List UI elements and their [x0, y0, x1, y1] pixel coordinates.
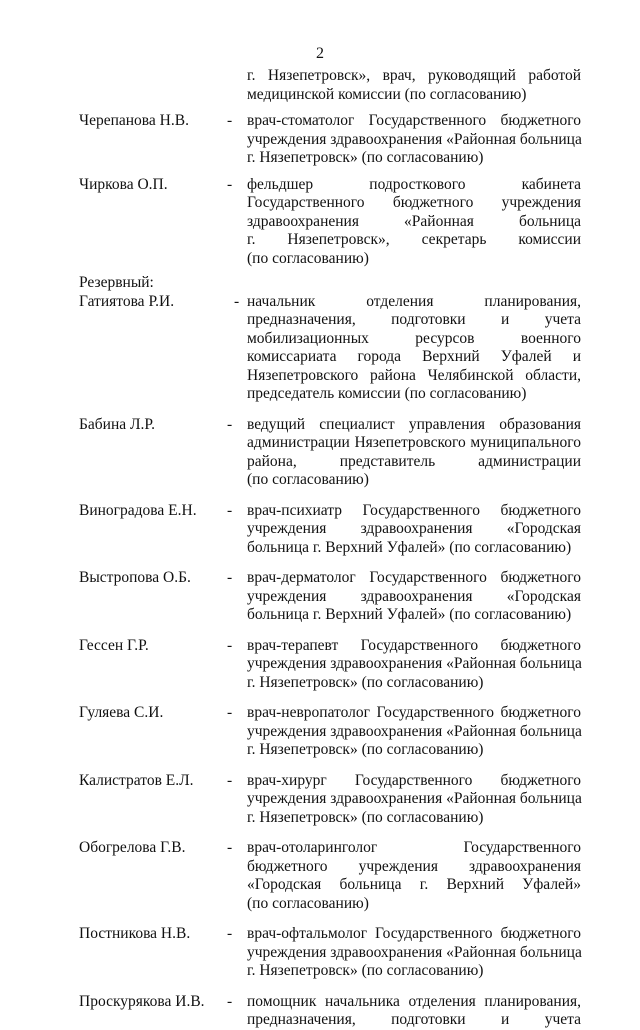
description-line: (по согласованию) — [247, 894, 369, 912]
member-entry — [0, 176, 640, 269]
entry-description — [247, 772, 581, 828]
entry-description — [247, 637, 581, 693]
reserve-entry — [0, 993, 640, 1030]
member-name: Виноградова Е.Н. — [79, 501, 197, 519]
description-line: «Городская больница г. Верхний Уфалей» — [247, 876, 581, 893]
member-name: Проскурякова И.В. — [79, 992, 205, 1010]
dash-separator: - — [227, 839, 233, 856]
entry-description — [247, 704, 581, 760]
description-line: предназначения, подготовки и учета — [247, 1011, 581, 1028]
entry-description — [247, 112, 581, 168]
dash-separator: - — [234, 292, 240, 310]
entry-description — [247, 502, 581, 558]
description-line: ведущий специалист управления образования — [247, 415, 581, 433]
dash-separator: - — [227, 771, 233, 789]
commission-list — [0, 67, 640, 1030]
description-line: фельдшер подросткового кабинета — [247, 175, 581, 193]
member-name: Выстропова О.Б. — [79, 569, 191, 586]
reserve-entry — [0, 293, 640, 404]
entry-description — [247, 993, 581, 1030]
description-line: учреждения здравоохранения «Районная больница — [247, 790, 582, 807]
continuation-entry — [0, 67, 640, 104]
description-line: Государственного бюджетного учреждения — [247, 194, 581, 211]
entry-description — [247, 925, 581, 981]
dash-separator: - — [227, 501, 233, 519]
description-line: врач-терапевт Государственного бюджетного — [247, 636, 581, 654]
description-line: врач-хирург Государственного бюджетного — [247, 771, 581, 789]
description-line: врач-психиатр Государственного бюджетного — [247, 501, 581, 519]
description-line: учреждения здравоохранения «Районная больница — [247, 722, 582, 740]
page-number: 2 — [316, 45, 324, 62]
entry-description — [247, 416, 581, 490]
reserve-entry — [0, 416, 640, 490]
reserve-entry — [0, 704, 640, 760]
member-name: Гатиятова Р.И. — [79, 292, 175, 310]
dash-separator: - — [227, 112, 233, 129]
member-name: Бабина Л.Р. — [79, 415, 155, 433]
description-line: комиссариата города Верхний Уфалей и — [247, 348, 581, 365]
description-line: больница г. Верхний Уфалей» (по согласованию) — [247, 606, 572, 623]
description-line: начальник отделения планирования, — [247, 292, 581, 310]
description-line: председатель комиссии (по согласованию) — [247, 385, 527, 402]
description-line: г. Нязепетровск» (по согласованию) — [247, 741, 484, 758]
description-line: врач-дерматолог Государственного бюджетного — [247, 569, 581, 586]
description-line: врач-стоматолог Государственного бюджетного — [247, 112, 581, 129]
dash-separator: - — [227, 925, 233, 942]
member-name: Калистратов Е.Л. — [79, 771, 194, 789]
description-line: мобилизационных ресурсов военного — [247, 329, 581, 347]
description-line: бюджетного учреждения здравоохранения — [247, 857, 581, 875]
description-line: г. Нязепетровск» (по согласованию) — [247, 149, 484, 166]
reserve-entry — [0, 569, 640, 625]
reserve-entry — [0, 925, 640, 981]
description-line: учреждения здравоохранения «Районная больница — [247, 943, 582, 961]
description-line: учреждения здравоохранения «Районная больница — [247, 130, 582, 148]
description-line: (по согласованию) — [247, 471, 369, 488]
reserve-heading: Резервный: — [79, 274, 154, 291]
description-line: администрации Нязепетровского муниципального — [247, 434, 581, 451]
reserve-entry — [0, 839, 640, 913]
description-line: г. Нязепетровск» (по согласованию) — [247, 808, 484, 826]
reserve-entry — [0, 772, 640, 828]
reserve-entry — [0, 637, 640, 693]
entry-description — [247, 176, 581, 269]
description-line: г. Нязепетровск» (по согласованию) — [247, 673, 484, 691]
member-name: Чиркова О.П. — [79, 175, 168, 193]
entry-description — [247, 839, 581, 913]
member-name: Постникова Н.В. — [79, 925, 191, 942]
dash-separator: - — [227, 175, 233, 193]
description-line: учреждения здравоохранения «Районная больница — [247, 655, 582, 672]
description-line: (по согласованию) — [247, 249, 369, 267]
description-line: врач-офтальмолог Государственного бюджетного — [247, 925, 581, 942]
dash-separator: - — [227, 704, 233, 721]
entry-description — [247, 293, 581, 404]
entry-description — [247, 67, 581, 104]
description-line: больница г. Верхний Уфалей» (по согласованию) — [247, 538, 572, 556]
dash-separator: - — [227, 569, 233, 586]
description-line: здравоохранения «Районная больница — [247, 212, 581, 230]
description-line: врач-невропатолог Государственного бюджетного — [247, 704, 581, 721]
member-name: Обогрелова Г.В. — [79, 839, 186, 856]
reserve-entry — [0, 502, 640, 558]
description-line: г. Нязепетровск», секретарь комиссии — [247, 231, 581, 248]
dash-separator: - — [227, 992, 233, 1010]
description-line: г. Нязепетровск», врач, руководящий работой — [247, 67, 581, 84]
description-line: помощник начальника отделения планирования, — [247, 992, 581, 1010]
description-line: медицинской комиссии (по согласованию) — [247, 85, 527, 103]
member-name: Гессен Г.Р. — [79, 636, 149, 654]
description-line: врач-отоларинголог Государственного — [247, 839, 581, 856]
entry-description — [247, 569, 581, 625]
description-line: учреждения здравоохранения «Городская — [247, 520, 581, 537]
description-line: г. Нязепетровск» (по согласованию) — [247, 962, 484, 979]
member-entry — [0, 112, 640, 168]
dash-separator: - — [227, 636, 233, 654]
description-line: района, представитель администрации — [247, 452, 581, 470]
description-line: Нязепетровского района Челябинской области, — [247, 366, 581, 384]
description-line: предназначения, подготовки и учета — [247, 311, 581, 328]
dash-separator: - — [227, 415, 233, 433]
member-name: Гуляева С.И. — [79, 704, 164, 721]
member-name: Черепанова Н.В. — [79, 112, 189, 129]
description-line: учреждения здравоохранения «Городская — [247, 587, 581, 605]
